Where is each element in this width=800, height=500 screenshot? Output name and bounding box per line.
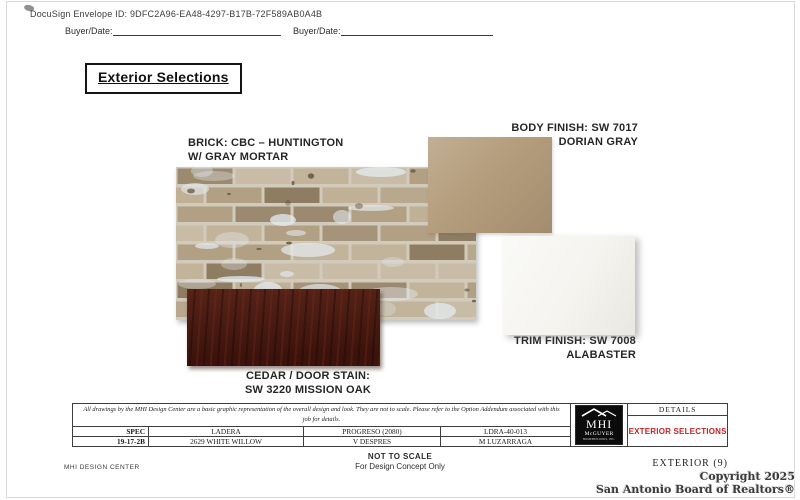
cedar-stain-line1: CEDAR / DOOR STAIN: (246, 370, 370, 382)
trim-finish-line1: TRIM FINISH: SW 7008 (514, 335, 636, 347)
spec-number-cell: 19-17-2B (73, 437, 149, 446)
table-row (73, 427, 570, 437)
brick-label-line1: BRICK: CBC – HUNTINGTON (188, 137, 344, 149)
plan-cell: PROGRESO (2080) (304, 427, 441, 436)
not-to-scale-text: NOT TO SCALE (367, 452, 433, 461)
table-row (73, 437, 570, 446)
scale-note (300, 452, 500, 471)
brick-label-line2: W/ GRAY MORTAR (188, 150, 289, 163)
signature-line[interactable] (113, 26, 281, 36)
cedar-stain-label (208, 370, 408, 398)
buyer-date-field-2 (293, 26, 493, 36)
signature-line[interactable] (341, 26, 493, 36)
body-finish-line1: BODY FINISH: SW 7017 (511, 122, 638, 134)
trim-finish-label (440, 335, 636, 363)
wood-grain-texture (187, 289, 380, 366)
copyright-watermark (480, 471, 795, 496)
swatch-shading (428, 137, 552, 233)
design-concept-text: For Design Concept Only (355, 462, 445, 471)
cedar-stain-line2: SW 3220 MISSION OAK (244, 383, 372, 396)
buyer-date-label: Buyer/Date: (65, 26, 113, 36)
code-cell: LDRA-40-013 (484, 427, 527, 436)
address-cell: 2629 WHITE WILLOW (149, 437, 304, 446)
community-cell: LADERA (149, 427, 304, 436)
logo-cell (570, 404, 628, 446)
exterior-page-label: EXTERIOR (9) (652, 458, 728, 469)
trim-finish-swatch (503, 236, 635, 335)
mcguyer-text: McGUYER (584, 431, 614, 437)
details-header: DETAILS (628, 404, 727, 416)
homebuilders-text: HOMEBUILDERS, INC. (582, 438, 616, 441)
buyer-cell: M LUZARRAGA (478, 437, 533, 446)
spec-table-right (628, 404, 727, 446)
roof-icon (580, 408, 618, 417)
cedar-stain-swatch (187, 289, 380, 366)
page-title: Exterior Selections (98, 69, 229, 85)
exterior-selections-tag: EXTERIOR SELECTIONS (628, 426, 727, 436)
spec-cell: SPEC (73, 427, 149, 436)
body-finish-line2: DORIAN GRAY (558, 135, 638, 148)
mhi-design-center-text: MHI DESIGN CENTER (64, 464, 140, 471)
trim-finish-line2: ALABASTER (566, 348, 636, 361)
body-finish-swatch (428, 137, 552, 233)
copyright-line: Copyright 2025 (699, 470, 795, 483)
buyer-date-label: Buyer/Date: (293, 26, 341, 36)
spec-table (72, 403, 728, 447)
docusign-envelope-id: DocuSign Envelope ID: 9DFC2A96-EA48-4297-B17B-72F589AB0A4B (30, 9, 323, 19)
disclaimer-text: All drawings by the MHI Design Center are a basic graphic representation of the overall design and look. They are not to scale. Please refer to the Option Addendum associated with this job for details. (73, 404, 570, 427)
spec-table-left (73, 404, 570, 446)
realtors-line: San Antonio Board of Realtors® (595, 482, 795, 496)
designer-cell: V DESPRES (304, 437, 441, 446)
page-title-box (85, 63, 242, 94)
mhi-logo (575, 405, 623, 445)
buyer-date-field-1 (65, 26, 281, 36)
brick-label (188, 137, 343, 165)
mhi-logo-text: MHI (585, 417, 613, 431)
swatch-shading (503, 236, 635, 335)
